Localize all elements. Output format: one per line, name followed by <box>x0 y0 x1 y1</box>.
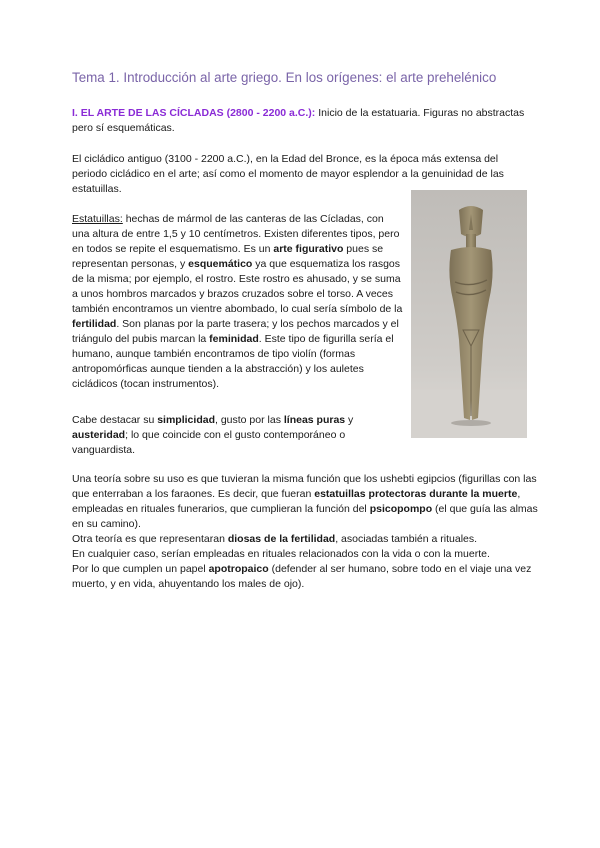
page-title: Tema 1. Introducción al arte griego. En los orígenes: el arte prehelénico <box>72 70 497 85</box>
text-span: ya que esquematiza los rasgos de la misma; por ejemplo, el rostro. Este rostro es ahusado, y se suma a unos hombros marcados y brazos cruzados sobre el torso. A veces también encontramos un vientre abombado, lo cual sería símbolo de la <box>72 258 403 315</box>
bold-term: líneas puras <box>283 414 346 426</box>
teoria-line-block: En cualquier caso, serían empleadas en rituales relacionados con la vida o con la muerte. <box>72 548 490 560</box>
teoria-line-block <box>72 472 542 532</box>
bold-term: feminidad <box>209 333 259 345</box>
text-span: Cabe destacar su <box>72 414 158 426</box>
bold-term: apotropaico <box>208 563 269 575</box>
paragraph-estatuillas <box>72 212 404 392</box>
section-intro <box>72 106 532 136</box>
text-span: ; lo que coincide con el gusto contemporáneo o vanguardista. <box>72 429 346 456</box>
section-heading: I. EL ARTE DE LAS CÍCLADAS (2800 - 2200 a.C.): <box>72 107 316 119</box>
text-span: (el que guía las almas en su camino). <box>72 503 538 530</box>
text-span: , asociadas también a rituales. <box>335 533 478 545</box>
cycladic-figurine-photo <box>411 190 527 438</box>
text-span: (defender al ser humano, sobre todo en el viaje una vez muerto, y en vida, ahuyentando los males de ojo). <box>72 563 532 590</box>
text-span: , gusto por las <box>214 414 284 426</box>
bold-term: austeridad <box>72 429 126 441</box>
paragraph-cicladico: El cicládico antiguo (3100 - 2200 a.C.), en la Edad del Bronce, es la época más extensa del periodo cicládico en el arte; así como el momento de mayor esplendor a la genuinidad de las estatuillas. <box>72 153 504 195</box>
figure-shadow <box>451 420 491 426</box>
text-span: y <box>345 414 354 426</box>
text-span: . Son planas por la parte trasera; y los pechos marcados y el triángulo del pubis marcan la <box>72 318 399 345</box>
text-span: Otra teoría es que representaran <box>72 533 228 545</box>
estatuillas-label: Estatuillas: <box>72 213 123 225</box>
paragraph-teoria <box>72 472 542 592</box>
bold-term: simplicidad <box>157 414 215 426</box>
teoria-line-block <box>72 562 542 592</box>
bold-term: diosas de la fertilidad <box>227 533 336 545</box>
teoria-line-block <box>72 532 542 547</box>
text-span: hechas de mármol de las canteras de las Cícladas, con una altura de entre 1,5 y 10 centímetros. Existen diferentes tipos, pero en todos se repite el esquematismo. Es un <box>72 213 400 255</box>
bold-term: arte figurativo <box>273 243 344 255</box>
bold-term: fertilidad <box>72 318 117 330</box>
text-span: pues se representan personas, y <box>72 243 384 270</box>
paragraph-cabe-destacar <box>72 413 382 458</box>
bold-term: esquemático <box>188 258 253 270</box>
text-span: Una teoría sobre su uso es que tuvieran la misma función que los ushebti egipcios (figurillas con las que enterraban a los faraones. Es decir, que fueran <box>72 473 537 500</box>
section-intro-text: Inicio de la estatuaria. Figuras no abstractas pero sí esquemáticas. <box>72 107 525 134</box>
text-span: . Este tipo de figurilla sería el humano, aunque también encontramos de tipo violín (formas antropomórficas aunque tienden a la abstracción) y los auletes cicládicos (tocan instrumentos). <box>72 333 394 390</box>
text-span: Por lo que cumplen un papel <box>72 563 209 575</box>
figurine-illustration <box>411 190 527 438</box>
text-span: , empleadas en rituales funerarios, que cumplieran la función del <box>72 488 521 515</box>
bold-term: estatuillas protectoras durante la muerte <box>314 488 518 500</box>
figurine-neck <box>466 234 476 248</box>
bold-term: psicopompo <box>369 503 433 515</box>
